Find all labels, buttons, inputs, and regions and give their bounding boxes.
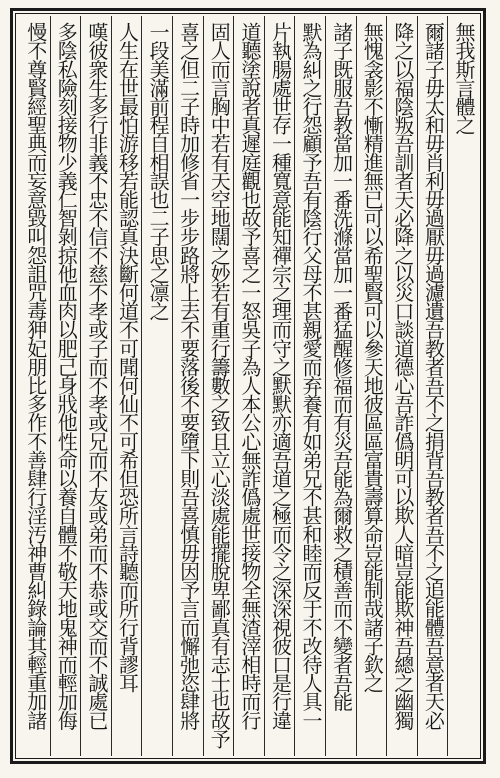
text-column-4: 無愧衾影不慚精進無已可以希聖賢可以參天地彼區區富貴壽算命豈能制哉諸子欽之 — [356, 16, 387, 756]
text-column-6: 默為糾之行怨顧予吾有陰行父母不甚親愛而弃養有如弟兄不甚和睦而反于不改待人具一 — [294, 16, 325, 756]
text-column-5: 諸子既服吾教當加一番洗滌當加一番猛醒修福而有災吾能為爾救之積善而不變者吾能 — [325, 16, 356, 756]
text-column-14: 多陰私險刻接物少義仁智剝掠他血肉以肥己身戕他性命以養自體不敬天地鬼神而輕加侮 — [50, 16, 81, 756]
text-column-3: 降之以福陰叛吾訓者天必降之以災口談道德心吾詐僞明可以欺人暗豈能欺神吾總之幽獨 — [386, 16, 417, 756]
text-column-15: 慢不尊賢經聖典而妄意毀叫怨詛咒毒狎妃朋比多作不善肆行淫汚神曹糾錄論其輕重加諸 — [23, 22, 48, 729]
text-columns — [18, 16, 478, 756]
text-column-1: 無我斯言體之 — [447, 16, 478, 756]
text-column-13: 嘆彼衆生多行非義不忠不信不慈不孝或子而不孝或兄而不友或弟而不恭或交而不誠處已 — [80, 16, 111, 756]
text-column-12: 人生在世最怕游移若能認真決斷何道不可聞何仙不可希但恐所言詩聽而所行背謬耳 — [111, 16, 142, 756]
text-column-2: 爾諸子毋太和毋肖利毋過厭毋過濾遺吾教者吾不之捐背吾教者吾不之追能體吾意者天必 — [417, 16, 448, 756]
text-column-10: 喜之但二子時加修省一步步路將上去不要落後不要墮下則吾喜慎毋因予言而懈弛恣肆將 — [172, 16, 203, 756]
text-column-9: 固人而言胸中若有天空地闊之妙若有重行籌數之致且立心淡處能擺脫卑鄙真有志士也故予 — [203, 16, 234, 756]
text-column-11: 一段美滿前程自相誤也二子思之凛之 — [141, 16, 172, 756]
text-column-7: 片執腸處世存一種寬意能知禪宗之理而守之默默亦適吾道之極而令之深深視彼口是行違 — [264, 16, 295, 756]
text-column-8: 道聽塗說者真遲庭觀也故予喜之一怒吳子為人本公心無詐僞處世接物全無渣滓相時而行 — [233, 16, 264, 756]
